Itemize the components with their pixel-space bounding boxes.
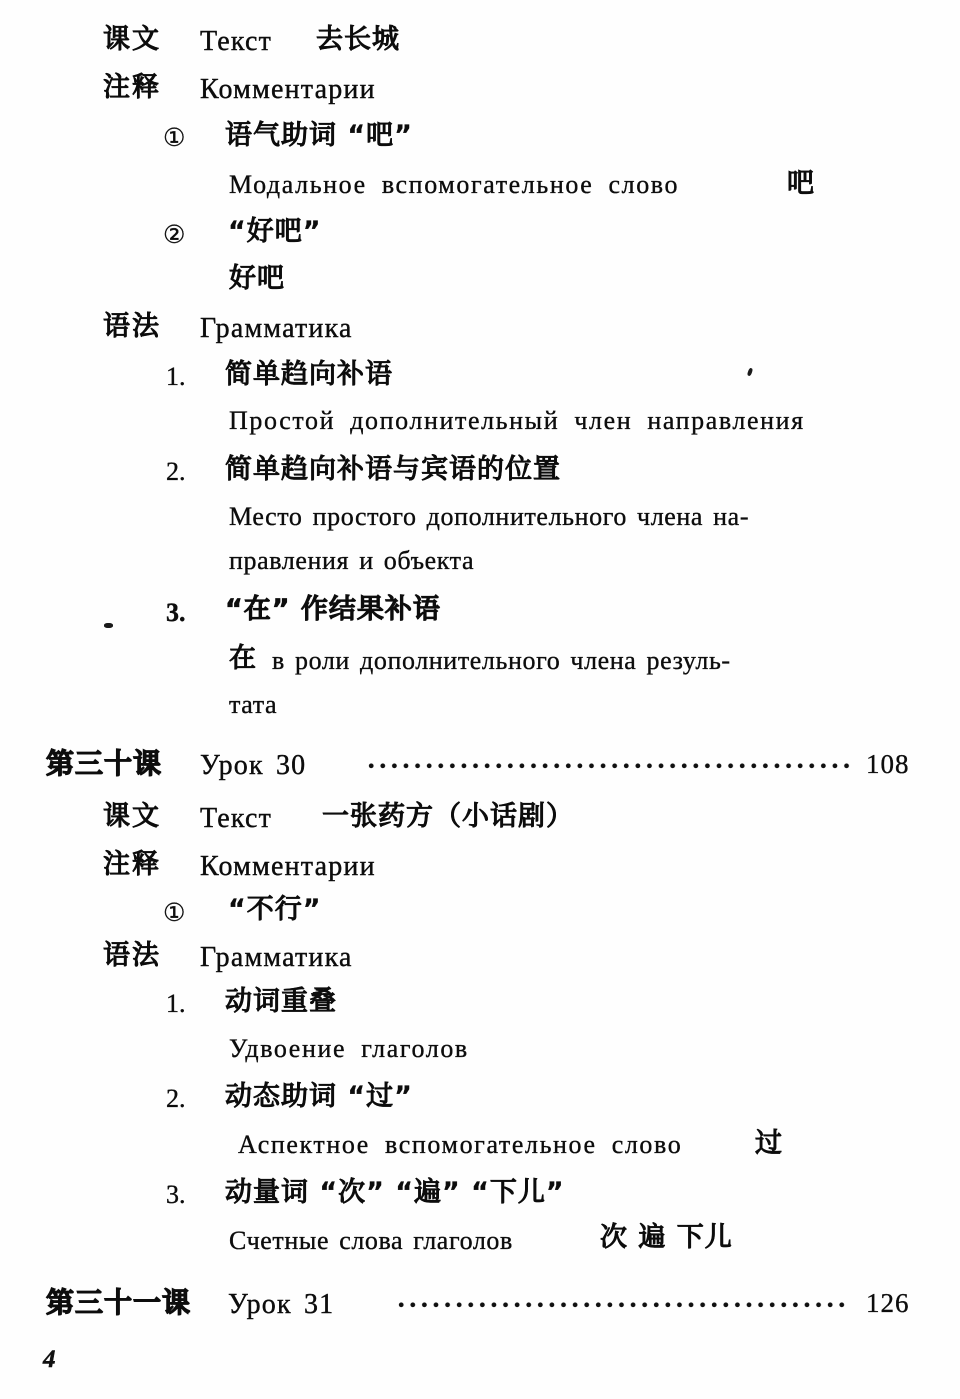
grammar-number-2: 2.: [166, 457, 186, 486]
dot-leader-31: [398, 1301, 850, 1309]
toc-row-label-tekst: Текст: [200, 26, 273, 57]
toc-row-label-tekst-30: Текст: [200, 803, 273, 834]
scan-speck-left: [104, 623, 113, 628]
grammar-number-3-30: 3.: [166, 1180, 186, 1209]
lesson-heading-russian-30: Урок 30: [200, 750, 307, 781]
folio-page-number: 4: [43, 1346, 56, 1373]
grammar-number-1-30: 1.: [166, 989, 186, 1018]
scan-speck-upper: [747, 368, 753, 377]
grammar-label-grammatika-30: Грамматика: [200, 942, 353, 973]
grammar-text-russian-2-30: Аспектное вспомогательное слово: [238, 1130, 683, 1159]
note-text-chinese-1: 语气助词 “吧”: [225, 120, 413, 151]
toc-row-title-chinese: 去长城: [316, 24, 400, 55]
dot-leader-30: [368, 762, 852, 770]
grammar-number-3: 3.: [166, 598, 186, 627]
grammar-text-russian-2-line-2: правления и объекта: [229, 546, 475, 575]
note-gloss-chinese-2: 好吧: [229, 263, 285, 294]
toc-row-label-kewen: 课文: [103, 24, 161, 55]
grammar-text-russian-1: Простой дополнительный член направления: [229, 406, 805, 435]
grammar-label-yufa-30: 语法: [103, 940, 161, 971]
note-text-russian-1-chinese-tail: 吧: [787, 168, 815, 199]
grammar-text-chinese-2: 简单趋向补语与宾语的位置: [225, 454, 561, 485]
toc-row-label-kommentarii-30: Комментарии: [200, 851, 376, 882]
lesson-page-number-30: 108: [866, 749, 910, 779]
note-marker-1-30: ①: [163, 898, 186, 927]
grammar-text-russian-2-line-1: Место простого дополнительного члена на-: [229, 502, 750, 531]
grammar-text-russian-3-line-1: в роли дополнительного члена резуль-: [272, 646, 731, 675]
lesson-heading-russian-31: Урок 31: [228, 1289, 335, 1320]
note-marker-1: ①: [163, 123, 186, 152]
grammar-number-2-30: 2.: [166, 1084, 186, 1113]
grammar-text-chinese-2-30: 动态助词 “过”: [225, 1081, 413, 1112]
lesson-page-number-31: 126: [866, 1288, 910, 1318]
note-text-russian-1: Модальное вспомогательное слово: [229, 170, 680, 199]
grammar-text-chinese-3: “在” 作结果补语: [225, 594, 441, 625]
grammar-text-chinese-1: 简单趋向补语: [225, 359, 393, 390]
toc-row-label-zhushi: 注释: [103, 72, 161, 103]
note-marker-2: ②: [163, 220, 186, 249]
lesson-heading-chinese-30: 第三十课: [46, 747, 163, 780]
toc-row-title-chinese-30: 一张药方（小话剧）: [322, 801, 574, 832]
toc-row-label-kommentarii: Комментарии: [200, 74, 376, 105]
note-text-chinese-2: “好吧”: [228, 216, 322, 247]
grammar-text-russian-3-line-2: тата: [229, 690, 278, 719]
lesson-heading-chinese-31: 第三十一课: [46, 1286, 192, 1319]
grammar-text-chinese-3-30: 动量词 “次” “遍” “下儿”: [225, 1177, 565, 1208]
grammar-text-russian-1-30: Удвоение глаголов: [229, 1034, 469, 1063]
toc-row-label-zhushi-30: 注释: [103, 849, 161, 880]
grammar-text-russian-3-30: Счетные слова глаголов: [229, 1226, 513, 1255]
grammar-text-chinese-1-30: 动词重叠: [225, 986, 337, 1017]
grammar-text-russian-3-chinese-tail-30: 次 遍 下儿: [600, 1222, 733, 1253]
grammar-label-yufa: 语法: [103, 311, 161, 342]
note-text-chinese-1-30: “不行”: [228, 894, 322, 925]
grammar-label-grammatika: Грамматика: [200, 313, 353, 344]
grammar-text-russian-3-chinese-prefix: 在: [229, 643, 257, 674]
toc-row-label-kewen-30: 课文: [103, 801, 161, 832]
grammar-text-russian-2-chinese-tail-30: 过: [755, 1128, 783, 1159]
grammar-number-1: 1.: [166, 362, 186, 391]
